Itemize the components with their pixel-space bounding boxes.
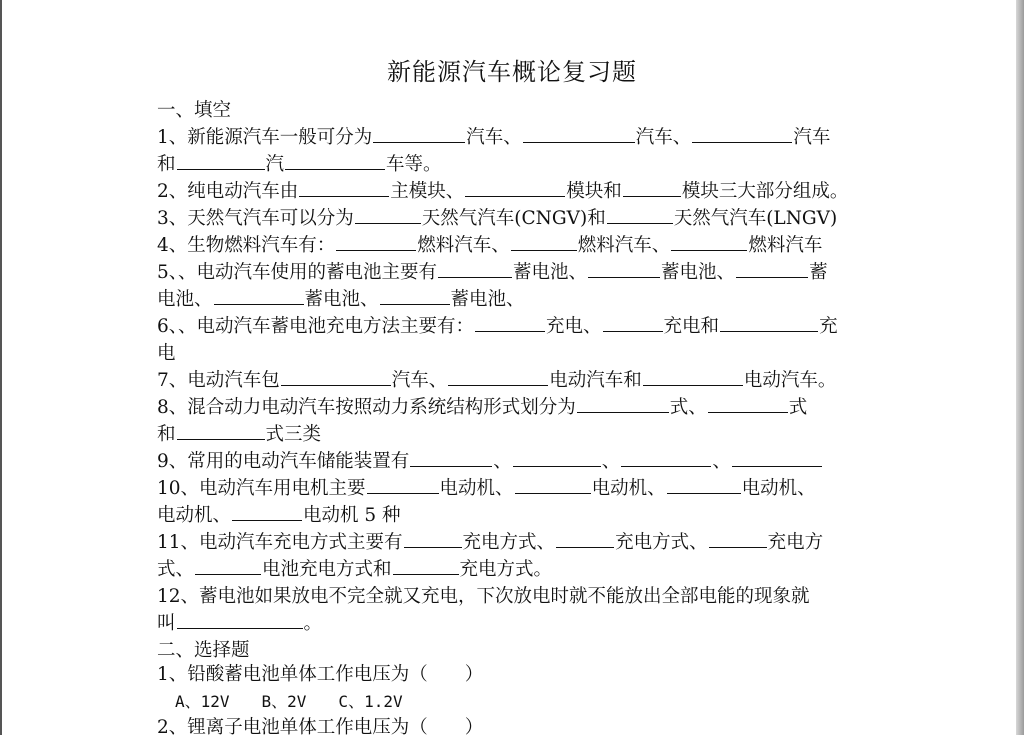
- answer-blank[interactable]: [692, 124, 792, 143]
- text: 主模块、: [390, 181, 465, 202]
- answer-blank[interactable]: [448, 367, 548, 386]
- answer-blank[interactable]: [643, 367, 743, 386]
- text: 充电方: [767, 532, 824, 553]
- question-6-line-1: [157, 313, 877, 340]
- question-10-line-1: [157, 475, 877, 502]
- text: 汽: [265, 154, 285, 175]
- text: 充电、: [546, 316, 602, 337]
- section-label: 一、填空: [157, 100, 232, 121]
- answer-blank[interactable]: [513, 448, 601, 467]
- text: 充电方式。: [459, 559, 553, 580]
- answer-blank[interactable]: [177, 421, 265, 440]
- answer-blank[interactable]: [515, 475, 591, 494]
- text: 、: [712, 451, 731, 472]
- text: 充: [819, 316, 838, 337]
- question-4: [157, 232, 877, 259]
- question-1-line-2: [157, 151, 877, 178]
- text: 电动机、: [439, 478, 514, 499]
- text: 汽车、: [635, 127, 692, 148]
- text: 蓄: [809, 262, 828, 283]
- question-6-line-2: [157, 340, 877, 367]
- text: 蓄电池、: [661, 262, 736, 283]
- text: 电动汽车。: [743, 370, 837, 391]
- text: 6、、电动汽车蓄电池充电方法主要有：: [157, 316, 475, 337]
- text: 、: [493, 451, 512, 472]
- answer-blank[interactable]: [285, 151, 385, 170]
- answer-blank[interactable]: [511, 232, 577, 251]
- answer-blank[interactable]: [603, 313, 663, 332]
- answer-blank[interactable]: [623, 178, 681, 197]
- choice-question-1-options: A、12V B、2V C、1.2V: [175, 692, 403, 711]
- answer-blank[interactable]: [720, 313, 818, 332]
- text: 充电方式、: [615, 532, 708, 553]
- question-3: [157, 205, 877, 232]
- answer-blank[interactable]: [299, 178, 389, 197]
- question-1-line-1: [157, 124, 877, 151]
- text: 汽车、: [466, 127, 522, 148]
- text: 天然气汽车(LNGV): [673, 208, 838, 229]
- choice-question-1: [157, 661, 877, 688]
- answer-blank[interactable]: [373, 124, 465, 143]
- answer-blank[interactable]: [177, 151, 265, 170]
- text: 燃料汽车: [748, 235, 823, 256]
- answer-blank[interactable]: [607, 205, 673, 224]
- question-8-line-1: [157, 394, 877, 421]
- text: 。: [303, 613, 323, 634]
- text: 5、、电动汽车使用的蓄电池主要有: [157, 262, 438, 283]
- text: 电池、: [157, 289, 213, 310]
- text: 电: [157, 343, 176, 364]
- answer-blank[interactable]: [621, 448, 711, 467]
- text: 和: [157, 424, 176, 445]
- answer-blank[interactable]: [671, 232, 747, 251]
- section-label: 二、选择题: [157, 640, 250, 661]
- answer-blank[interactable]: [214, 286, 304, 305]
- text: 叫: [157, 613, 176, 634]
- answer-blank[interactable]: [232, 502, 302, 521]
- text: 式三类: [265, 424, 322, 445]
- question-5-line-1: [157, 259, 877, 286]
- answer-blank[interactable]: [523, 124, 635, 143]
- text: 电动机、: [157, 505, 232, 526]
- text: 式: [788, 397, 808, 418]
- window-scrollbar-edge[interactable]: [1016, 0, 1024, 735]
- text: 7、电动汽车包: [157, 370, 280, 391]
- answer-blank[interactable]: [709, 529, 767, 548]
- text: 天然气汽车(CNGV)和: [421, 208, 606, 229]
- text: 9、常用的电动汽车储能装置有: [157, 451, 410, 472]
- text: 汽车: [793, 127, 831, 148]
- section-heading-choice: [157, 637, 877, 664]
- answer-blank[interactable]: [475, 313, 545, 332]
- text: 8、混合动力电动汽车按照动力系统结构形式划分为: [157, 397, 576, 418]
- question-2: [157, 178, 877, 205]
- text: 4、生物燃料汽车有：: [157, 235, 336, 256]
- text: 11、电动汽车充电方式主要有: [157, 532, 403, 553]
- question-12-line-2: [157, 610, 877, 637]
- text: 模块和: [566, 181, 622, 202]
- text: 和: [157, 154, 176, 175]
- text: 电动机、: [591, 478, 666, 499]
- answer-blank[interactable]: [465, 178, 565, 197]
- text: 蓄电池、: [513, 262, 588, 283]
- answer-blank[interactable]: [556, 529, 614, 548]
- text: 、: [601, 451, 621, 472]
- question-10-line-2: [157, 502, 877, 529]
- answer-blank[interactable]: [355, 205, 421, 224]
- text: 充电方式、: [462, 532, 556, 553]
- answer-blank[interactable]: [708, 394, 788, 413]
- text: 3、天然气汽车可以分为: [157, 208, 354, 229]
- text: 燃料汽车、: [417, 235, 510, 256]
- answer-blank[interactable]: [336, 232, 416, 251]
- answer-blank[interactable]: [410, 448, 492, 467]
- text: 电动机 5 种: [303, 505, 401, 526]
- answer-blank[interactable]: [736, 259, 808, 278]
- answer-blank[interactable]: [380, 286, 450, 305]
- choice-question-2: [157, 714, 877, 741]
- question-9: [157, 448, 877, 475]
- answer-blank[interactable]: [438, 259, 512, 278]
- question-8-line-2: [157, 421, 877, 448]
- text: 2、锂离子电池单体工作电压为（ ）: [157, 717, 484, 738]
- page-title: 新能源汽车概论复习题: [387, 58, 637, 86]
- section-heading-fill-blank: [157, 97, 877, 124]
- text: 燃料汽车、: [577, 235, 671, 256]
- text: 电动汽车和: [549, 370, 642, 391]
- question-11-line-1: [157, 529, 877, 556]
- answer-blank[interactable]: [588, 259, 660, 278]
- text: 1、新能源汽车一般可分为: [157, 127, 373, 148]
- text: 电动机、: [741, 478, 816, 499]
- text: 模块三大部分组成。: [681, 181, 849, 202]
- text: 充电和: [663, 316, 720, 337]
- answer-blank[interactable]: [281, 367, 391, 386]
- answer-blank[interactable]: [577, 394, 669, 413]
- answer-blank[interactable]: [732, 448, 822, 467]
- question-5-line-2: [157, 286, 877, 313]
- text: 2、纯电动汽车由: [157, 181, 299, 202]
- text: 10、电动汽车用电机主要: [157, 478, 366, 499]
- text: 汽车、: [391, 370, 448, 391]
- question-12-line-1: [157, 583, 877, 610]
- answer-blank[interactable]: [367, 475, 439, 494]
- question-11-line-2: [157, 556, 877, 583]
- text: 车等。: [386, 154, 442, 175]
- answer-blank[interactable]: [667, 475, 741, 494]
- text: 12、蓄电池如果放电不完全就又充电，下次放电时就不能放出全部电能的现象就: [157, 586, 810, 607]
- text: 蓄电池、: [304, 289, 379, 310]
- question-7: [157, 367, 877, 394]
- text: 蓄电池、: [450, 289, 525, 310]
- answer-blank[interactable]: [404, 529, 462, 548]
- text: 式、: [157, 559, 195, 580]
- answer-blank[interactable]: [177, 610, 303, 629]
- text: 1、铅酸蓄电池单体工作电压为（ ）: [157, 664, 484, 685]
- text: 电池充电方式和: [262, 559, 392, 580]
- answer-blank[interactable]: [393, 556, 459, 575]
- text: 式、: [669, 397, 707, 418]
- answer-blank[interactable]: [195, 556, 261, 575]
